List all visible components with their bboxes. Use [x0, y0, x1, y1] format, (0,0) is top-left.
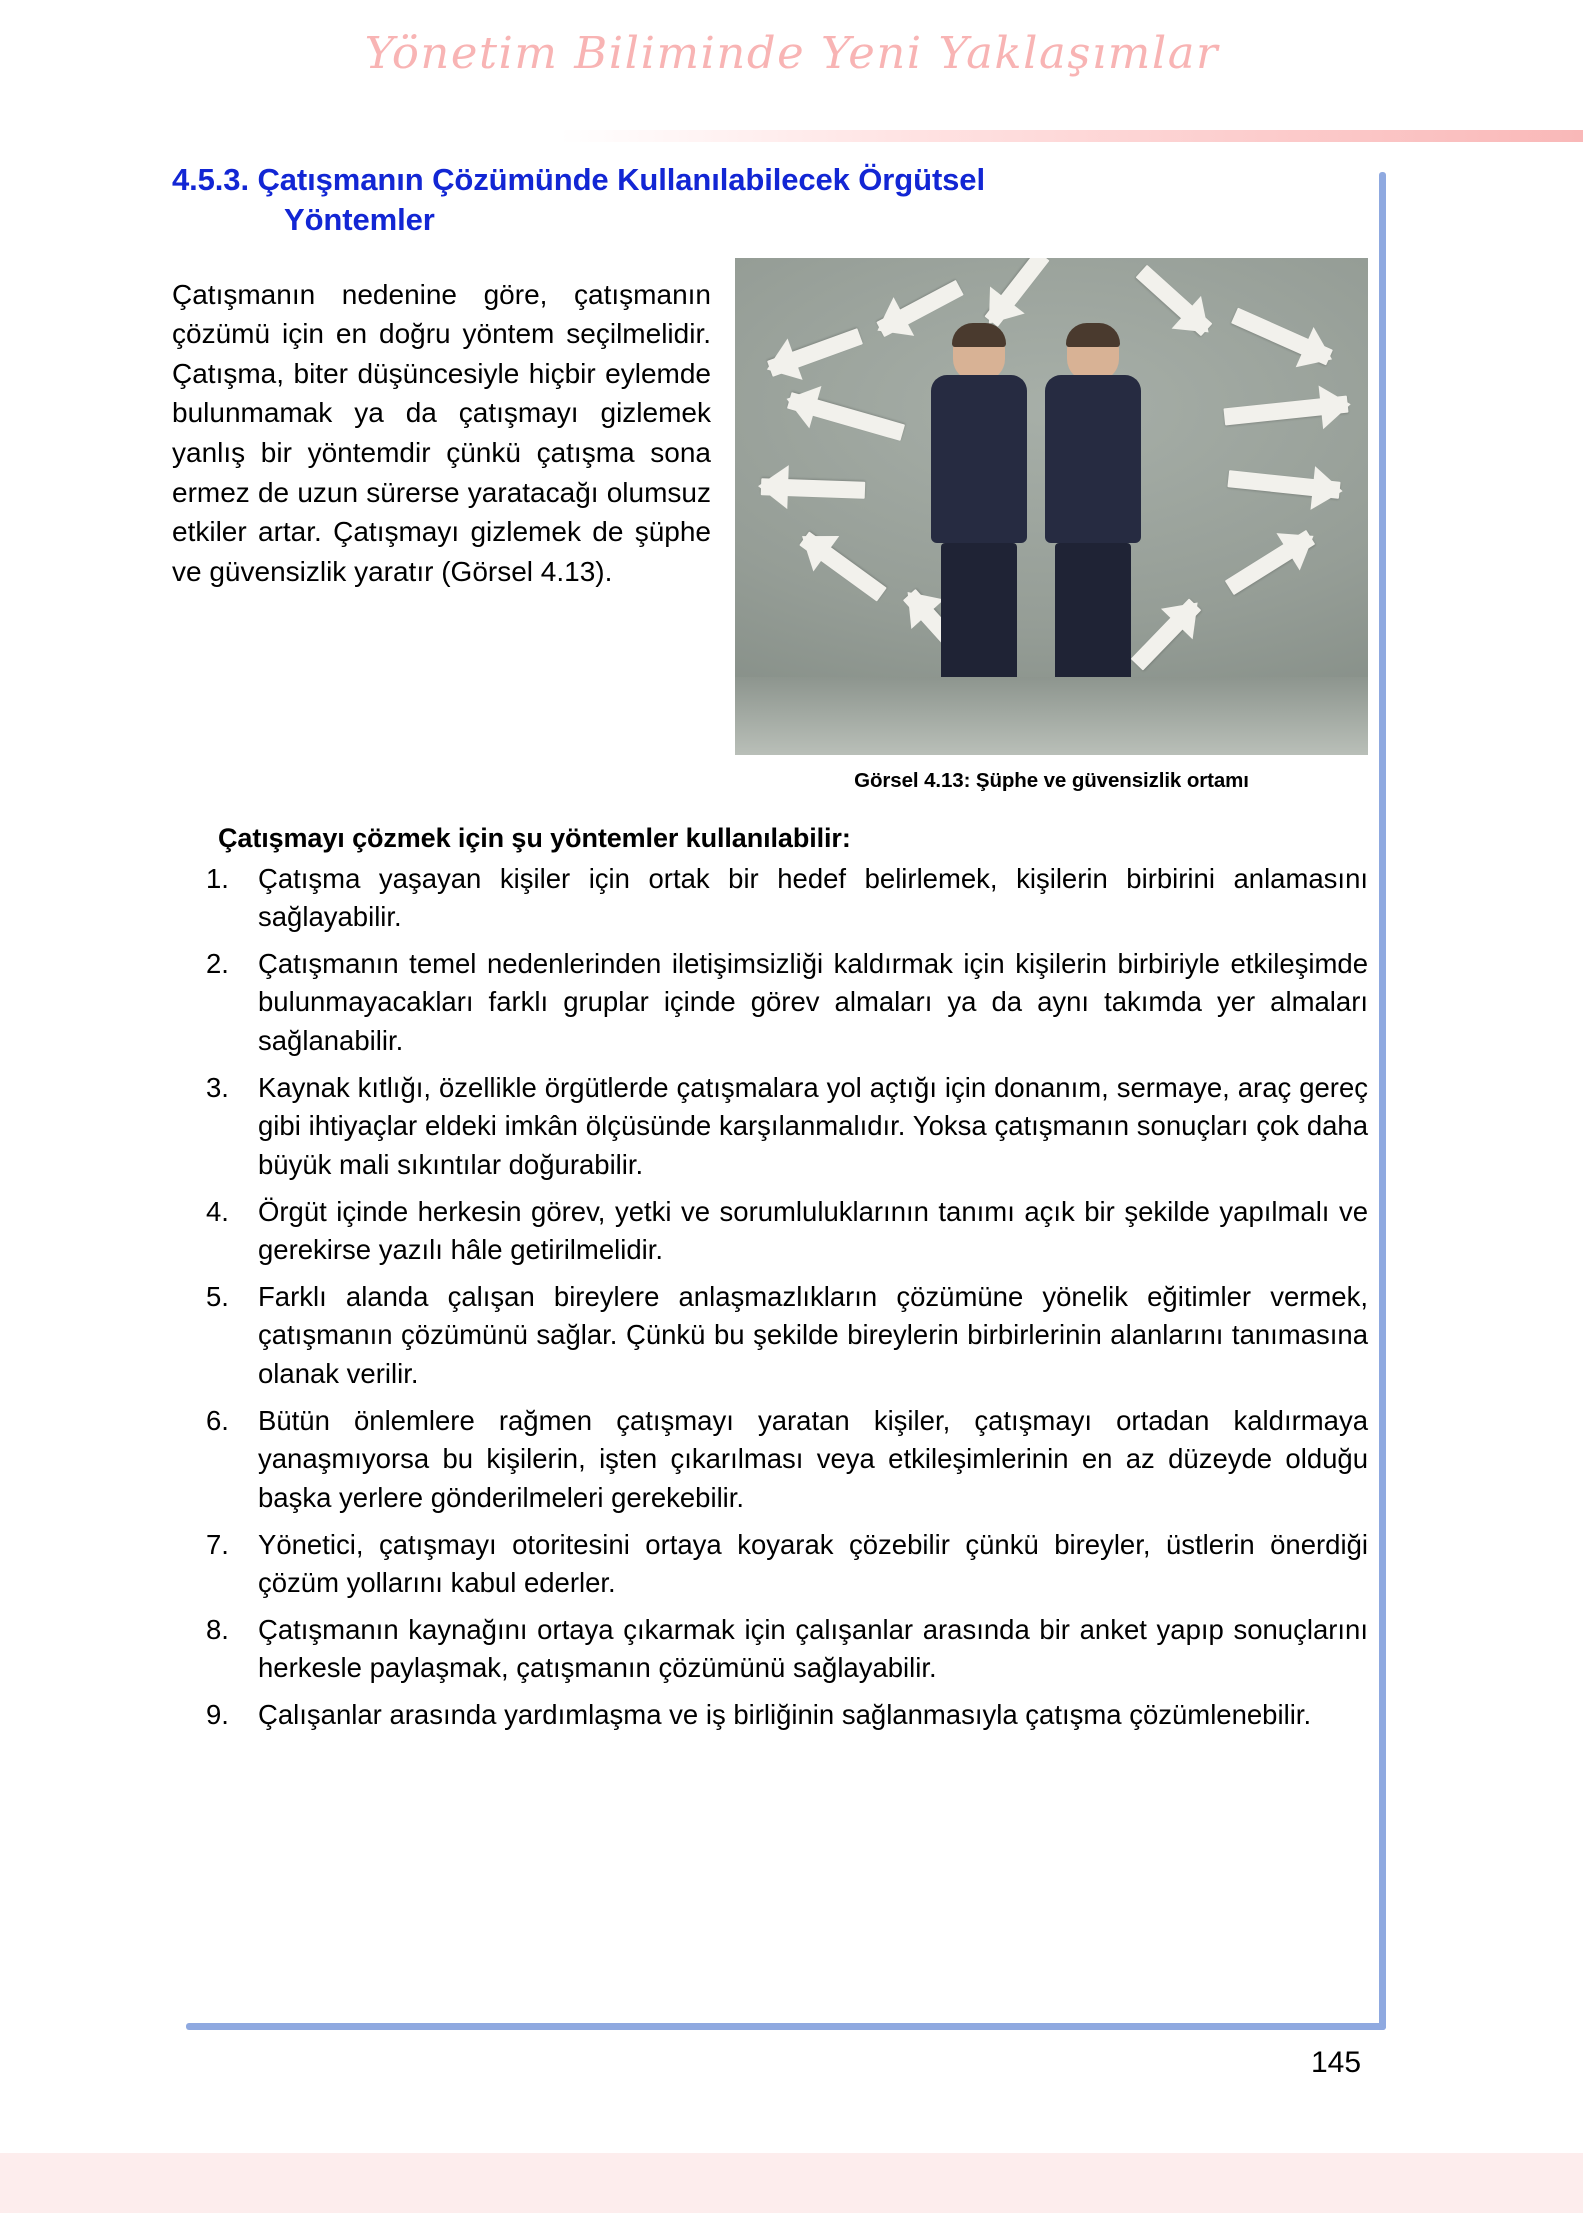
- list-item: [202, 1193, 1368, 1270]
- list-item: [202, 1611, 1368, 1688]
- list-item-text: Örgüt içinde herkesin görev, yetki ve sorumluluklarının tanımı açık bir şekilde yapılmalı ve gerekirse yazılı hâle getirilmelidir.: [258, 1195, 1368, 1266]
- running-header-title: Yönetim Biliminde Yeni Yaklaşımlar: [364, 28, 1219, 79]
- list-item: [202, 860, 1368, 937]
- person-hair: [952, 323, 1006, 347]
- section-heading-line-2: Yöntemler: [284, 202, 435, 238]
- list-item-number: 7.: [206, 1528, 229, 1560]
- list-item-text: Yönetici, çatışmayı otoritesini ortaya koyarak çözebilir çünkü bireyler, üstlerin önerdiği çözüm yollarını kabul ederler.: [258, 1528, 1368, 1599]
- list-item-number: 5.: [206, 1280, 229, 1312]
- list-item-text: Çalışanlar arasında yardımlaşma ve iş birliğinin sağlanmasıyla çatışma çözümlenebilir.: [258, 1699, 1312, 1731]
- person-legs: [1055, 543, 1131, 693]
- footer-pink-band: [0, 2153, 1583, 2213]
- list-item-text: Farklı alanda çalışan bireylere anlaşmazlıkların çözümüne yönelik eğitimler vermek, çatışmanın çözümünü sağlar. Çünkü bu şekilde bireylerin birbirlerinin alanlarını tanımasına olanak verilir.: [258, 1280, 1368, 1390]
- list-item-text: Bütün önlemlere rağmen çatışmayı yaratan kişiler, çatışmayı ortadan kaldırmaya yanaşmıyorsa bu kişilerin, işten çıkarılması veya etkileşimlerinin en az düzeyde olduğu başka yerlere gönderilmeleri gerekebilir.: [258, 1404, 1368, 1513]
- section-heading-line-1: 4.5.3. Çatışmanın Çözümünde Kullanılabilecek Örgütsel: [172, 162, 985, 197]
- list-item: [202, 1696, 1368, 1735]
- arrow-icon: [761, 478, 866, 499]
- figure-caption: Görsel 4.13: Şüphe ve güvensizlik ortamı: [854, 768, 1249, 792]
- person-head: [953, 323, 1005, 381]
- list-item-number: 1.: [206, 862, 229, 894]
- person-hair: [1066, 323, 1120, 347]
- page-frame-bottom-edge: [186, 2023, 1386, 2030]
- list-item-number: 2.: [206, 947, 229, 979]
- list-item-number: 3.: [206, 1071, 229, 1103]
- person-legs: [941, 543, 1017, 693]
- header-pink-rule: [560, 130, 1583, 142]
- person-torso: [1045, 375, 1141, 543]
- page-number: 145: [1310, 2046, 1362, 2079]
- list-item-number: 9.: [206, 1699, 229, 1731]
- list-item-number: 4.: [206, 1195, 229, 1227]
- methods-section: [172, 823, 1368, 1735]
- list-item-text: Çatışmanın temel nedenlerinden iletişimsizliği kaldırmak için kişilerin birbiriyle etkileşimde bulunmayacakları farklı gruplar içinde görev almaları ya da aynı takımda yer almaları sağlanabilir.: [258, 947, 1368, 1057]
- list-item-number: 6.: [206, 1404, 229, 1436]
- intro-paragraph: Çatışmanın nedenine göre, çatışmanın çözümü için en doğru yöntem seçilmelidir. Çatışma, biter düşüncesiyle hiçbir eylemde bulunmamak ya da çatışmayı gizlemek yanlış bir yöntemdir çünkü çatışma sona ermez de uzun sürerse yaratacağı olumsuz etkiler artar. Çatışmayı gizlemek de şüphe ve güvensizlik yaratır (Görsel 4.13).: [172, 278, 711, 587]
- intro-section: [172, 247, 1368, 793]
- figure-image: [735, 258, 1368, 755]
- list-item: [202, 1526, 1368, 1603]
- figure-4-13: [735, 258, 1368, 793]
- page-content: [172, 160, 1368, 1743]
- page-title: [172, 160, 1368, 241]
- person-torso: [931, 375, 1027, 543]
- methods-list: [202, 860, 1368, 1735]
- list-item-number: 8.: [206, 1613, 229, 1645]
- list-item: [202, 1069, 1368, 1185]
- list-item: [202, 1278, 1368, 1394]
- list-item-text: Çatışma yaşayan kişiler için ortak bir hedef belirlemek, kişilerin birbirini anlamasını sağlayabilir.: [258, 862, 1368, 933]
- list-item-text: Kaynak kıtlığı, özellikle örgütlerde çatışmalara yol açtığı için donanım, sermaye, araç gereç gibi ihtiyaçlar eldeki imkân ölçüsünde karşılanmalıdır. Yoksa çatışmanın sonuçları çok daha büyük mali sıkıntılar doğurabilir.: [258, 1071, 1368, 1180]
- list-item-text: Çatışmanın kaynağını ortaya çıkarmak için çalışanlar arasında bir anket yapıp sonuçlarını herkesle paylaşmak, çatışmanın çözümünü sağlayabilir.: [258, 1613, 1368, 1684]
- person-left-illustration: [931, 323, 1027, 709]
- methods-lead-in: Çatışmayı çözmek için şu yöntemler kullanılabilir:: [218, 822, 851, 853]
- list-item: [202, 945, 1368, 1061]
- photo-floor: [735, 677, 1368, 755]
- running-header: [0, 28, 1583, 100]
- page-frame-right-edge: [1379, 172, 1386, 2030]
- person-right-illustration: [1045, 323, 1141, 709]
- list-item: [202, 1402, 1368, 1518]
- person-head: [1067, 323, 1119, 381]
